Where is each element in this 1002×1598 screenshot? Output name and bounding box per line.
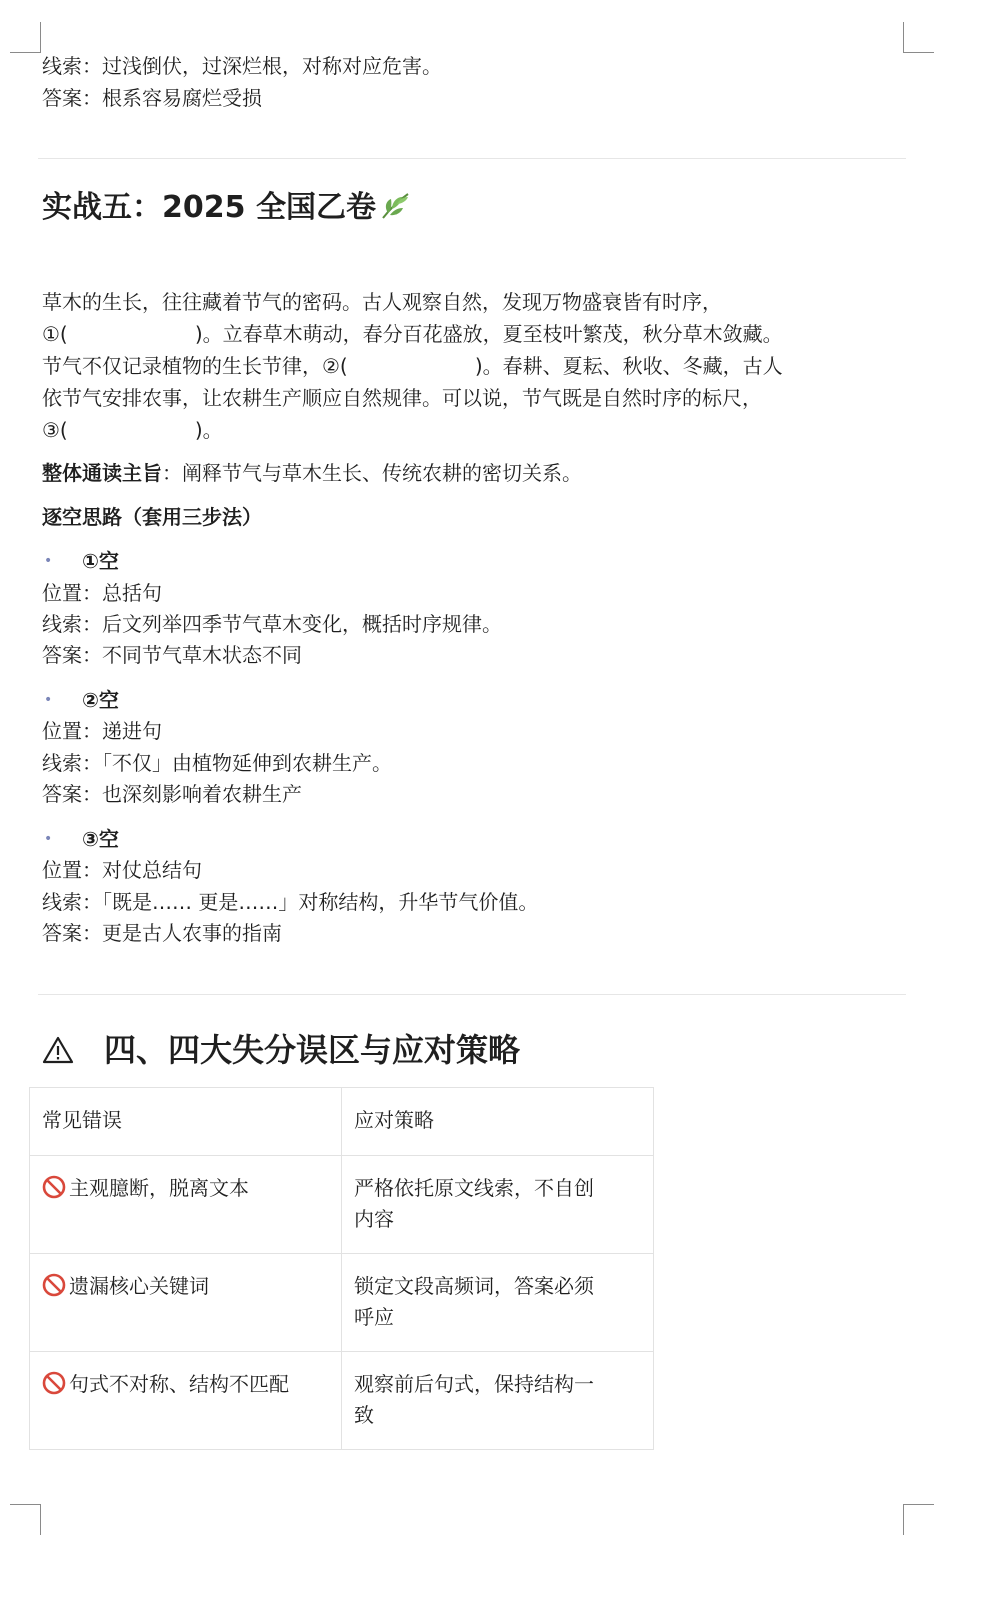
passage-line: ③( )。: [42, 418, 223, 442]
prohibited-icon: [42, 1371, 66, 1395]
divider: [38, 158, 906, 159]
blank-label: ②空: [82, 688, 119, 712]
main-idea-label: 整体通读主旨: [42, 461, 162, 485]
strategy-line: 内容: [354, 1207, 394, 1231]
answer-line: 答案：根系容易腐烂受损: [42, 86, 262, 110]
crop-mark-top-right: [903, 22, 934, 53]
crop-mark-bottom-left: [10, 1504, 41, 1535]
error-text: 句式不对称、结构不匹配: [69, 1372, 289, 1396]
blank-clue: 线索：后文列举四季节气草木变化，概括时序规律。: [42, 612, 502, 636]
prohibited-icon: [42, 1273, 66, 1297]
table-row: [30, 1156, 654, 1254]
error-text: 遗漏核心关键词: [69, 1274, 209, 1298]
table-row: [30, 1352, 654, 1450]
blank-position: 位置：递进句: [42, 719, 162, 743]
warning-icon: [42, 1032, 74, 1062]
section-heading: [42, 1028, 520, 1072]
table-header-row: [30, 1088, 654, 1156]
blank-answer: 答案：不同节气草木状态不同: [42, 643, 302, 667]
section-title: 四、四大失分误区与应对策略: [104, 1031, 521, 1069]
blank-label: ③空: [82, 827, 119, 851]
bullet-dot: •: [44, 553, 53, 569]
passage-line: 依节气安排农事，让农耕生产顺应自然规律。可以说，节气既是自然时序的标尺，: [42, 386, 762, 410]
prohibited-icon: [42, 1175, 66, 1199]
strategy-line: 呼应: [354, 1305, 394, 1329]
blank-answer: 答案：更是古人农事的指南: [42, 921, 282, 945]
clue-line: 线索：过浅倒伏，过深烂根，对称对应危害。: [42, 54, 442, 78]
main-idea-text: ：阐释节气与草木生长、传统农耕的密切关系。: [162, 461, 582, 485]
mistakes-table: [29, 1087, 654, 1450]
passage-line: ①( )。立春草木萌动，春分百花盛放，夏至枝叶繁茂，秋分草木敛藏。: [42, 322, 783, 346]
section-title: 实战五：2025 全国乙卷: [42, 190, 376, 225]
crop-mark-bottom-right: [903, 1504, 934, 1535]
method-title: 逐空思路（套用三步法）: [42, 505, 262, 529]
divider: [38, 994, 906, 995]
table-cell-strategy: [342, 1156, 654, 1254]
strategy-line: 观察前后句式，保持结构一: [354, 1372, 594, 1396]
table-cell-error: [30, 1156, 342, 1254]
leaf-icon: [378, 189, 412, 223]
crop-mark-top-left: [10, 22, 41, 53]
section-heading: [42, 188, 412, 228]
table-header-cell: 应对策略: [342, 1088, 654, 1156]
blank-clue: 线索：「既是…… 更是……」对称结构，升华节气价值。: [42, 890, 539, 914]
error-text: 主观臆断，脱离文本: [69, 1176, 249, 1200]
main-idea: [42, 458, 582, 488]
strategy-line: 致: [354, 1403, 374, 1427]
table-cell-error: [30, 1352, 342, 1450]
strategy-line: 严格依托原文线索，不自创: [354, 1176, 594, 1200]
blank-clue: 线索：「不仅」由植物延伸到农耕生产。: [42, 751, 392, 775]
blank-label: ①空: [82, 549, 119, 573]
blank-answer: 答案：也深刻影响着农耕生产: [42, 782, 302, 806]
table-cell-error: [30, 1254, 342, 1352]
table-cell-strategy: [342, 1254, 654, 1352]
strategy-line: 锁定文段高频词，答案必须: [354, 1274, 594, 1298]
passage-line: 节气不仅记录植物的生长节律，②( )。春耕、夏耘、秋收、冬藏，古人: [42, 354, 783, 378]
blank-position: 位置：总括句: [42, 581, 162, 605]
passage-line: 草木的生长，往往藏着节气的密码。古人观察自然，发现万物盛衰皆有时序，: [42, 290, 722, 314]
bullet-dot: •: [44, 692, 53, 708]
table-header-cell: 常见错误: [30, 1088, 342, 1156]
table-row: [30, 1254, 654, 1352]
blank-position: 位置：对仗总结句: [42, 858, 202, 882]
bullet-dot: •: [44, 831, 53, 847]
table-cell-strategy: [342, 1352, 654, 1450]
